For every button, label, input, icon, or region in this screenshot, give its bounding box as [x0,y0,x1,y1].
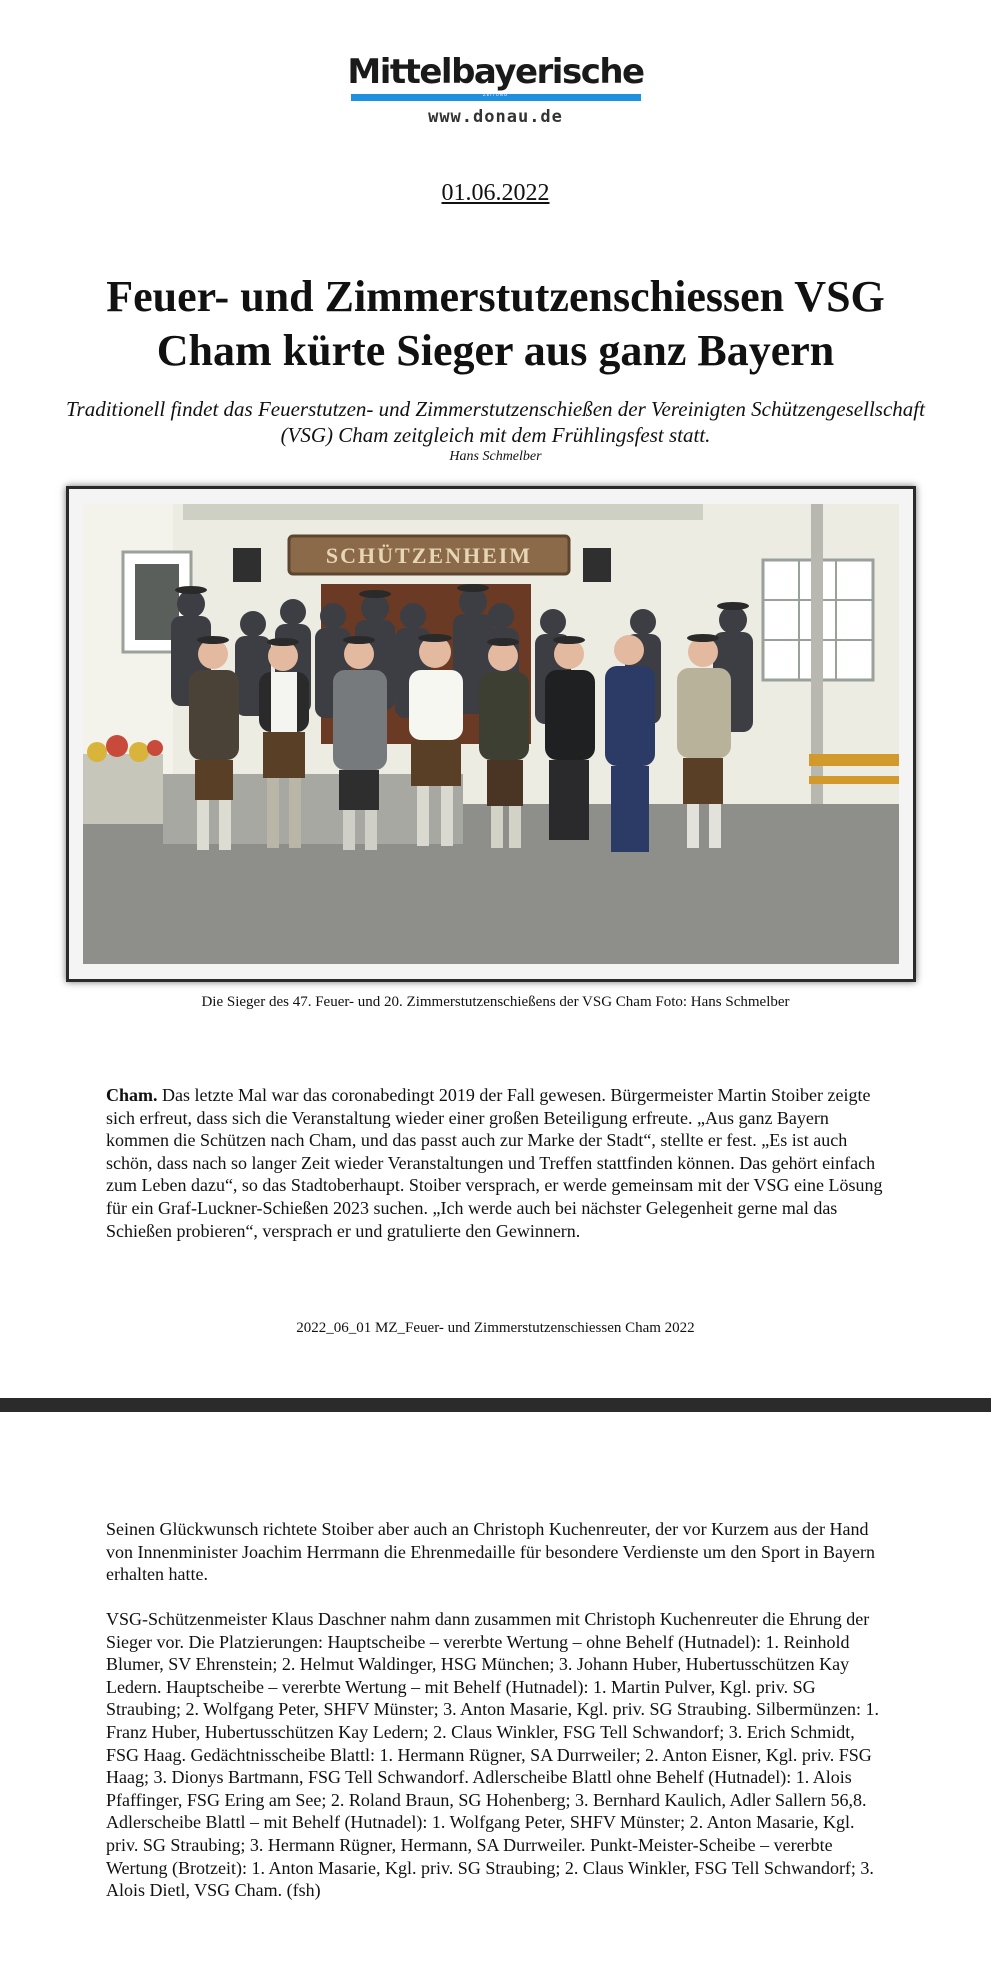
article-paragraph-2: Seinen Glückwunsch richtete Stoiber aber auch an Christoph Kuchenreuter, der vor Kurzem aus der Hand von Innenminister Joachim Herrmann die Ehrenmedaille für besondere Verdienste um den Sport in Bayern erhalten hatte. [106,1519,875,1585]
photo-caption: Die Sieger des 47. Feuer- und 20. Zimmerstutzenschießens der VSG Cham Foto: Hans Schmelber [201,994,790,1010]
masthead-zeitung: ZEITUNG [483,92,508,97]
file-reference: 2022_06_01 MZ_Feuer- und Zimmerstutzenschiessen Cham 2022 [296,1320,695,1336]
article-date: 01.06.2022 [441,180,550,206]
article-headline: Feuer- und Zimmerstutzenschiessen VSG Cham kürte Sieger aus ganz Bayern [106,272,885,375]
article-photo [66,486,916,982]
masthead-name: Mittelbayerische [347,52,644,92]
masthead-logo [0,52,991,127]
paragraph-1-text: Das letzte Mal war das coronabedingt 2019 der Fall gewesen. Bürgermeister Martin Stoiber zeigte sich erfreut, dass sich die Veranstaltung wieder einer großen Beteiligung erfreute. „Aus ganz Bayern kommen die Schützen nach Cham, und das passt auch zur Marke der Stadt“, stellte er fest. „Es ist auch schön, dass nach so langer Zeit wieder Veranstaltungen und Treffen stattfinden können. Das gehört einfach zum Leben dazu“, so das Stadtoberhaupt. Stoiber versprach, er werde gemeinsam mit der VSG eine Lösung für ein Graf-Luckner-Schießen 2023 suchen. „Ich werde auch bei nächster Gelegenheit gerne mal das Schießen probieren“, versprach er und gratulierte den Gewinnern. [106,1085,883,1241]
group-photo-illustration [83,504,899,964]
dateline: Cham. [106,1085,158,1105]
masthead-url: www.donau.de [428,107,563,127]
page-divider [0,1398,991,1412]
article-paragraph-1 [106,1084,886,1242]
photo-sign-text: SCHÜTZENHEIM [325,543,533,568]
article-paragraph-3: VSG-Schützenmeister Klaus Daschner nahm dann zusammen mit Christoph Kuchenreuter die Ehrung der Sieger vor. Die Platzierungen: Hauptscheibe – vererbte Wertung – ohne Behelf (Hutnadel): 1. Reinhold Blumer, SV Ehrenstein; 2. Helmut Waldinger, HSG München; 3. Johann Huber, Hubertusschützen Kay Ledern. Hauptscheibe – vererbte Wertung – mit Behelf (Hutnadel): 1. Martin Pulver, Kgl. priv. SG Straubing; 2. Wolfgang Peter, SHFV Münster; 3. Anton Masarie, Kgl. priv. SG Straubing. Silbermünzen: 1. Franz Huber, Hubertusschützen Kay Ledern; 2. Claus Winkler, FSG Tell Schwandorf; 3. Erich Schmidt, FSG Haag. Gedächtnisscheibe Blattl: 1. Hermann Rügner, SA Durrweiler; 2. Anton Eisner, Kgl. priv. FSG Haag; 3. Dionys Bartmann, FSG Tell Schwandorf. Adlerscheibe Blattl ohne Behelf (Hutnadel): 1. Alois Pfaffinger, FSG Ering am See; 2. Roland Braun, SG Hohenberg; 3. Bernhard Kaulich, Adler Sallern 56,8. Adlerscheibe Blattl – mit Behelf (Hutnadel): 1. Wolfgang Peter, SHFV Münster; 2. Anton Masarie, Kgl. priv. SG Straubing; 3. Hermann Rügner, Hermann, SA Durrweiler. Punkt-Meister-Scheibe – vererbte Wertung (Brotzeit): 1. Anton Masarie, Kgl. priv. SG Straubing; 2. Claus Winkler, FSG Tell Schwandorf; 3. Alois Dietl, VSG Cham. (fsh) [106,1609,879,1901]
article-subline: Traditionell findet das Feuerstutzen- und Zimmerstutzenschießen der Vereinigten Schützengesellschaft (VSG) Cham zeitgleich mit dem Frühlingsfest statt. [66,397,925,447]
masthead-bar [351,94,641,101]
article-author: Hans Schmelber [449,449,542,464]
